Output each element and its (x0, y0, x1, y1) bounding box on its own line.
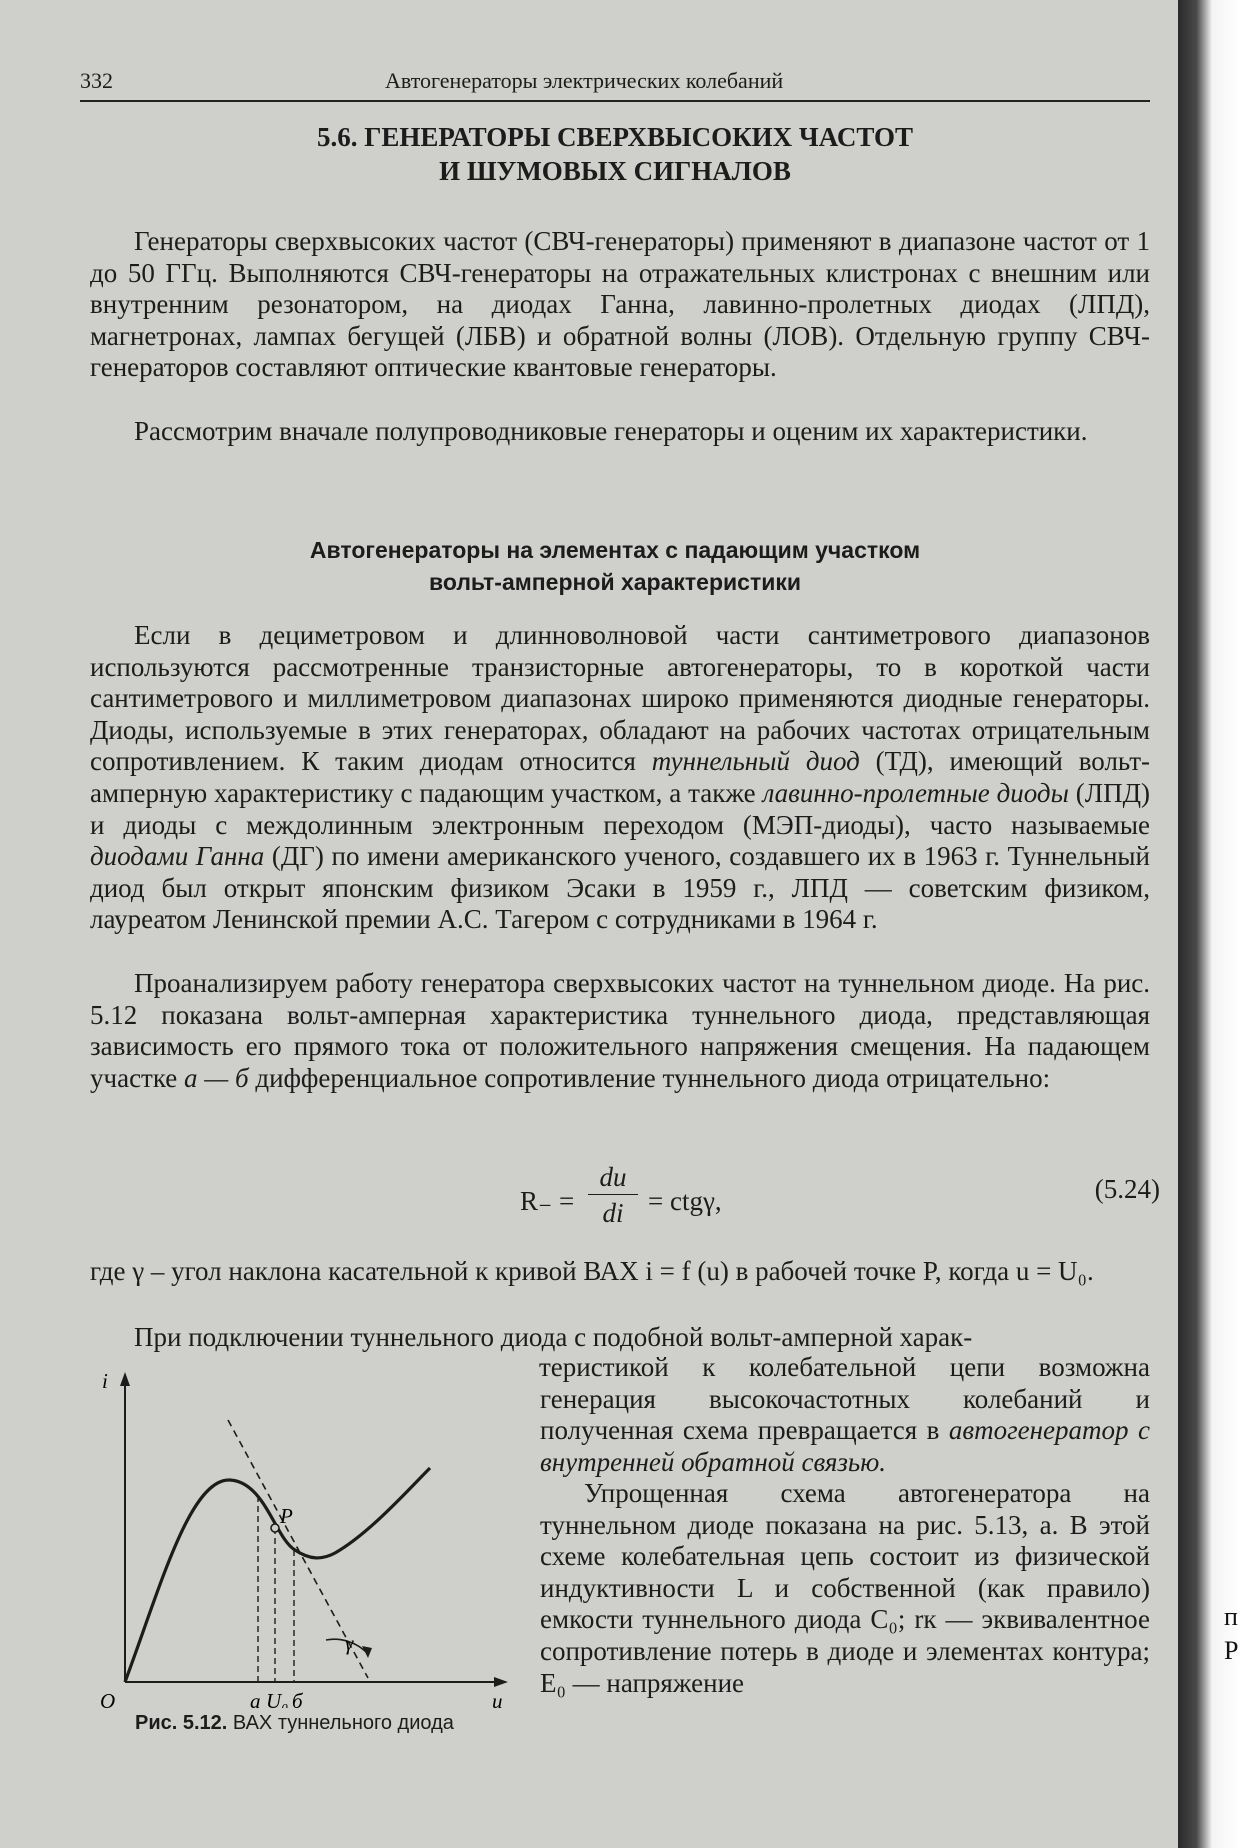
caption-prefix: Рис. 5.12. (135, 1712, 228, 1734)
formula-fraction (588, 1160, 638, 1231)
paragraph-4: Проанализируем работу генератора сверхвысоких частот на туннельном диоде. На рис. 5.12 показана вольт-амперная характеристика туннельного диода, представляющая зависимость его прямого тока от положительного напряжения смещения. На падающем участке а — б дифференциальное сопротивление туннельного диода отрицательно: (90, 968, 1150, 1093)
paragraph-6: теристикой к колебательной цепи возможна генерация высокочастотных колебаний и полученная схема превращается в автогенератор с внутренней обратной связью. (539, 1352, 1150, 1477)
caption-text: ВАХ туннельного диода (227, 1712, 454, 1734)
y-axis-label: i (102, 1369, 108, 1393)
y-axis-arrow (120, 1372, 130, 1386)
equation-number: (5.24) (1094, 1174, 1160, 1204)
x-axis-label: u (492, 1689, 503, 1708)
label-p: P (280, 1504, 293, 1528)
paragraph-2: Рассмотрим вначале полупроводниковые генераторы и оценим их характеристики. (134, 416, 1088, 446)
segment-label: а — б (184, 1062, 249, 1093)
gamma-arrow (362, 1646, 372, 1658)
iv-curve-chart (100, 1368, 510, 1708)
label-gamma: γ (345, 1631, 354, 1655)
paragraph-3: Если в дециметровом и длинноволновой части сантиметрового диапазонов используются рассмотренные транзисторные автогенераторы, то в короткой части сантиметрового и миллиметровом диапазонах широко применяются диодные генераторы. Диоды, используемые в этих генераторах, обладают на рабочих частотах отрицательным сопротивлением. К таким диодам относится туннельный диод (ТД), имеющий вольт-амперную характеристику с падающим участком, а также лавинно-пролетные диоды (ЛПД) и диоды с междолинным электронным переходом (МЭП-диоды), часто называемые диодами Ганна (ДГ) по имени американского ученого, создавшего их в 1963 г. Туннельный диод был открыт японским физиком Эсаки в 1959 г., ЛПД — советским физиком, лауреатом Ленинской премии А.С. Тагером с сотрудниками в 1964 г. (90, 620, 1151, 935)
running-header (80, 66, 1150, 102)
page-number: 332 (80, 68, 113, 93)
section-title-line2: И ШУМОВЫХ СИГНАЛОВ (439, 156, 791, 186)
section-title-line1: 5.6. ГЕНЕРАТОРЫ СВЕРХВЫСОКИХ ЧАСТОТ (316, 122, 914, 152)
formula-rhs: = ctgγ, (648, 1186, 722, 1216)
origin-label: O (100, 1689, 116, 1708)
paragraph-1: Генераторы сверхвысоких частот (СВЧ-генераторы) применяют в диапазоне частот от 1 до 50 ГГц. Выполняются СВЧ-генераторы на отражательных клистронах с внешним или внутренним резонатором, на диодах Ганна, лавинно-пролетных диодах (ЛПД), магнетронах, лампах бегущей (ЛБВ) и обратной волны (ЛОВ). Отдельную группу СВЧ-генераторов составляют оптические квантовые генераторы. (90, 226, 1150, 383)
edge-letter-2: Р (1224, 1636, 1239, 1665)
formula-denominator: di (602, 1198, 624, 1228)
paragraph-7: Упрощенная схема автогенератора на туннельном диоде показана на рис. 5.13, а. В этой схеме колебательная цепь состоит из физической индуктивности L и собственной (как правило) емкости туннельного диода C₀; rк — эквивалентное сопротивление потерь в диоде и элементах контура; E₀ — напряжение (540, 1478, 1150, 1698)
subsection-title-line1: Автогенераторы на элементах с падающим участком (309, 537, 921, 563)
term-gunn-diodes: диодами Ганна (90, 841, 265, 872)
term-avalanche-diodes: лавинно-пролетные диоды (762, 777, 1069, 808)
subsection-title-line2: вольт-амперной характеристики (429, 569, 801, 595)
working-point (271, 1524, 279, 1532)
figure-caption (135, 1712, 454, 1735)
page-gutter-edge (1178, 0, 1240, 1848)
term-self-oscillator: автогенератор с внутренней обратной связью. (540, 1415, 1150, 1477)
paragraph-6-first-line: При подключении туннельного диода с подобной вольт-амперной харак- (134, 1322, 973, 1352)
iv-curve (125, 1468, 430, 1682)
paragraph-5: где γ – угол наклона касательной к кривой ВАХ i = f (u) в рабочей точке P, когда u = U₀. (90, 1256, 1094, 1286)
figure-5-12-iv-curve (100, 1368, 510, 1708)
x-axis-arrow (494, 1677, 508, 1687)
edge-letter-1: п (1224, 1602, 1238, 1631)
label-b: б (292, 1689, 303, 1708)
formula-numerator: du (588, 1160, 638, 1195)
term-tunnel-diode: туннельный диод (651, 746, 860, 777)
running-title: Автогенераторы электрических колебаний (385, 68, 784, 93)
formula-5-24 (520, 1160, 1160, 1250)
formula-lhs: R₋ = (520, 1186, 575, 1216)
label-a: a (250, 1689, 261, 1708)
label-u0: U₀ (266, 1689, 289, 1708)
edge-letters (1224, 1600, 1238, 1668)
